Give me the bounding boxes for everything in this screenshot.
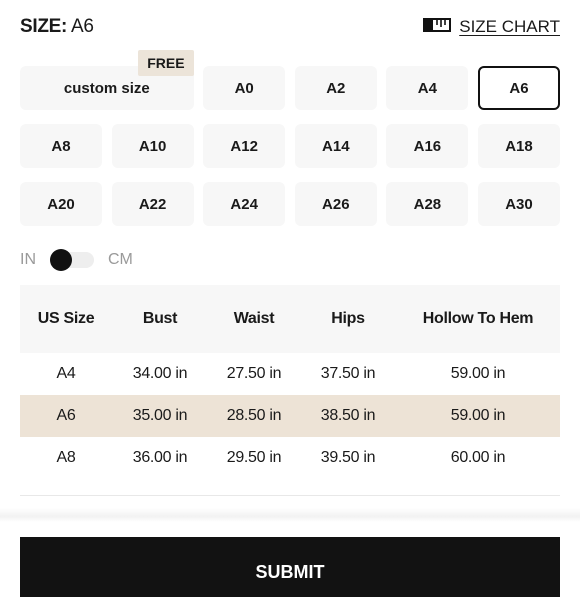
column-header: Waist (233, 310, 275, 327)
size-option-a26[interactable]: A26 (295, 182, 377, 226)
size-option-a0[interactable]: A0 (203, 66, 285, 110)
size-option-custom[interactable] (20, 55, 194, 110)
table-cell: A4 (56, 365, 76, 382)
table-cell: 27.50 in (226, 365, 282, 382)
size-option-a20[interactable]: A20 (20, 182, 102, 226)
size-option-a24[interactable]: A24 (203, 182, 285, 226)
size-option-a2[interactable]: A2 (295, 66, 377, 110)
size-option-a6[interactable]: A6 (478, 66, 560, 110)
size-option-a22[interactable]: A22 (112, 182, 194, 226)
table-cell: 59.00 in (450, 407, 506, 424)
ruler-icon (423, 17, 451, 37)
size-option-a28[interactable]: A28 (386, 182, 468, 226)
submit-button[interactable]: SUBMIT (20, 537, 560, 597)
size-option-a12[interactable]: A12 (203, 124, 285, 168)
unit-label-cm: CM (108, 251, 133, 268)
column-header: US Size (37, 310, 95, 327)
table-cell: 29.50 in (226, 449, 282, 466)
size-option-a16[interactable]: A16 (386, 124, 468, 168)
divider (20, 495, 560, 496)
unit-label-in: IN (20, 251, 36, 268)
size-header (20, 14, 560, 40)
table-cell: 35.00 in (132, 407, 188, 424)
table-cell: 59.00 in (450, 365, 506, 382)
table-cell: 38.50 in (320, 407, 376, 424)
size-option-a14[interactable]: A14 (295, 124, 377, 168)
table-cell: 37.50 in (320, 365, 376, 382)
free-badge: FREE (138, 50, 193, 76)
table-row-selected (20, 395, 560, 437)
size-option-a10[interactable]: A10 (112, 124, 194, 168)
unit-toggle[interactable] (50, 252, 94, 268)
table-row (20, 437, 560, 479)
table-row (20, 353, 560, 395)
table-cell: 34.00 in (132, 365, 188, 382)
table-cell: 28.50 in (226, 407, 282, 424)
toggle-knob (50, 249, 72, 271)
size-chart-label: SIZE CHART (459, 17, 560, 36)
size-chart-link[interactable] (423, 17, 560, 37)
column-header: Hollow To Hem (422, 310, 534, 327)
column-header: Bust (142, 310, 178, 327)
table-cell: A6 (56, 407, 76, 424)
size-option-a8[interactable]: A8 (20, 124, 102, 168)
size-options-grid (20, 55, 560, 226)
size-chart-table (20, 285, 560, 479)
table-cell: 36.00 in (132, 449, 188, 466)
size-option-a30[interactable]: A30 (478, 182, 560, 226)
unit-switch-row (20, 249, 133, 271)
size-label-key: SIZE: (20, 16, 68, 37)
table-cell: 60.00 in (450, 449, 506, 466)
size-label-value: A6 (71, 16, 94, 37)
table-header-row (20, 285, 560, 353)
table-cell: 39.50 in (320, 449, 376, 466)
size-option-a4[interactable]: A4 (386, 66, 468, 110)
size-label (20, 16, 94, 38)
size-option-a18[interactable]: A18 (478, 124, 560, 168)
column-header: Hips (331, 310, 365, 327)
table-cell: A8 (56, 449, 76, 466)
footer-shadow (0, 508, 580, 522)
size-option-label: custom size (63, 79, 150, 97)
